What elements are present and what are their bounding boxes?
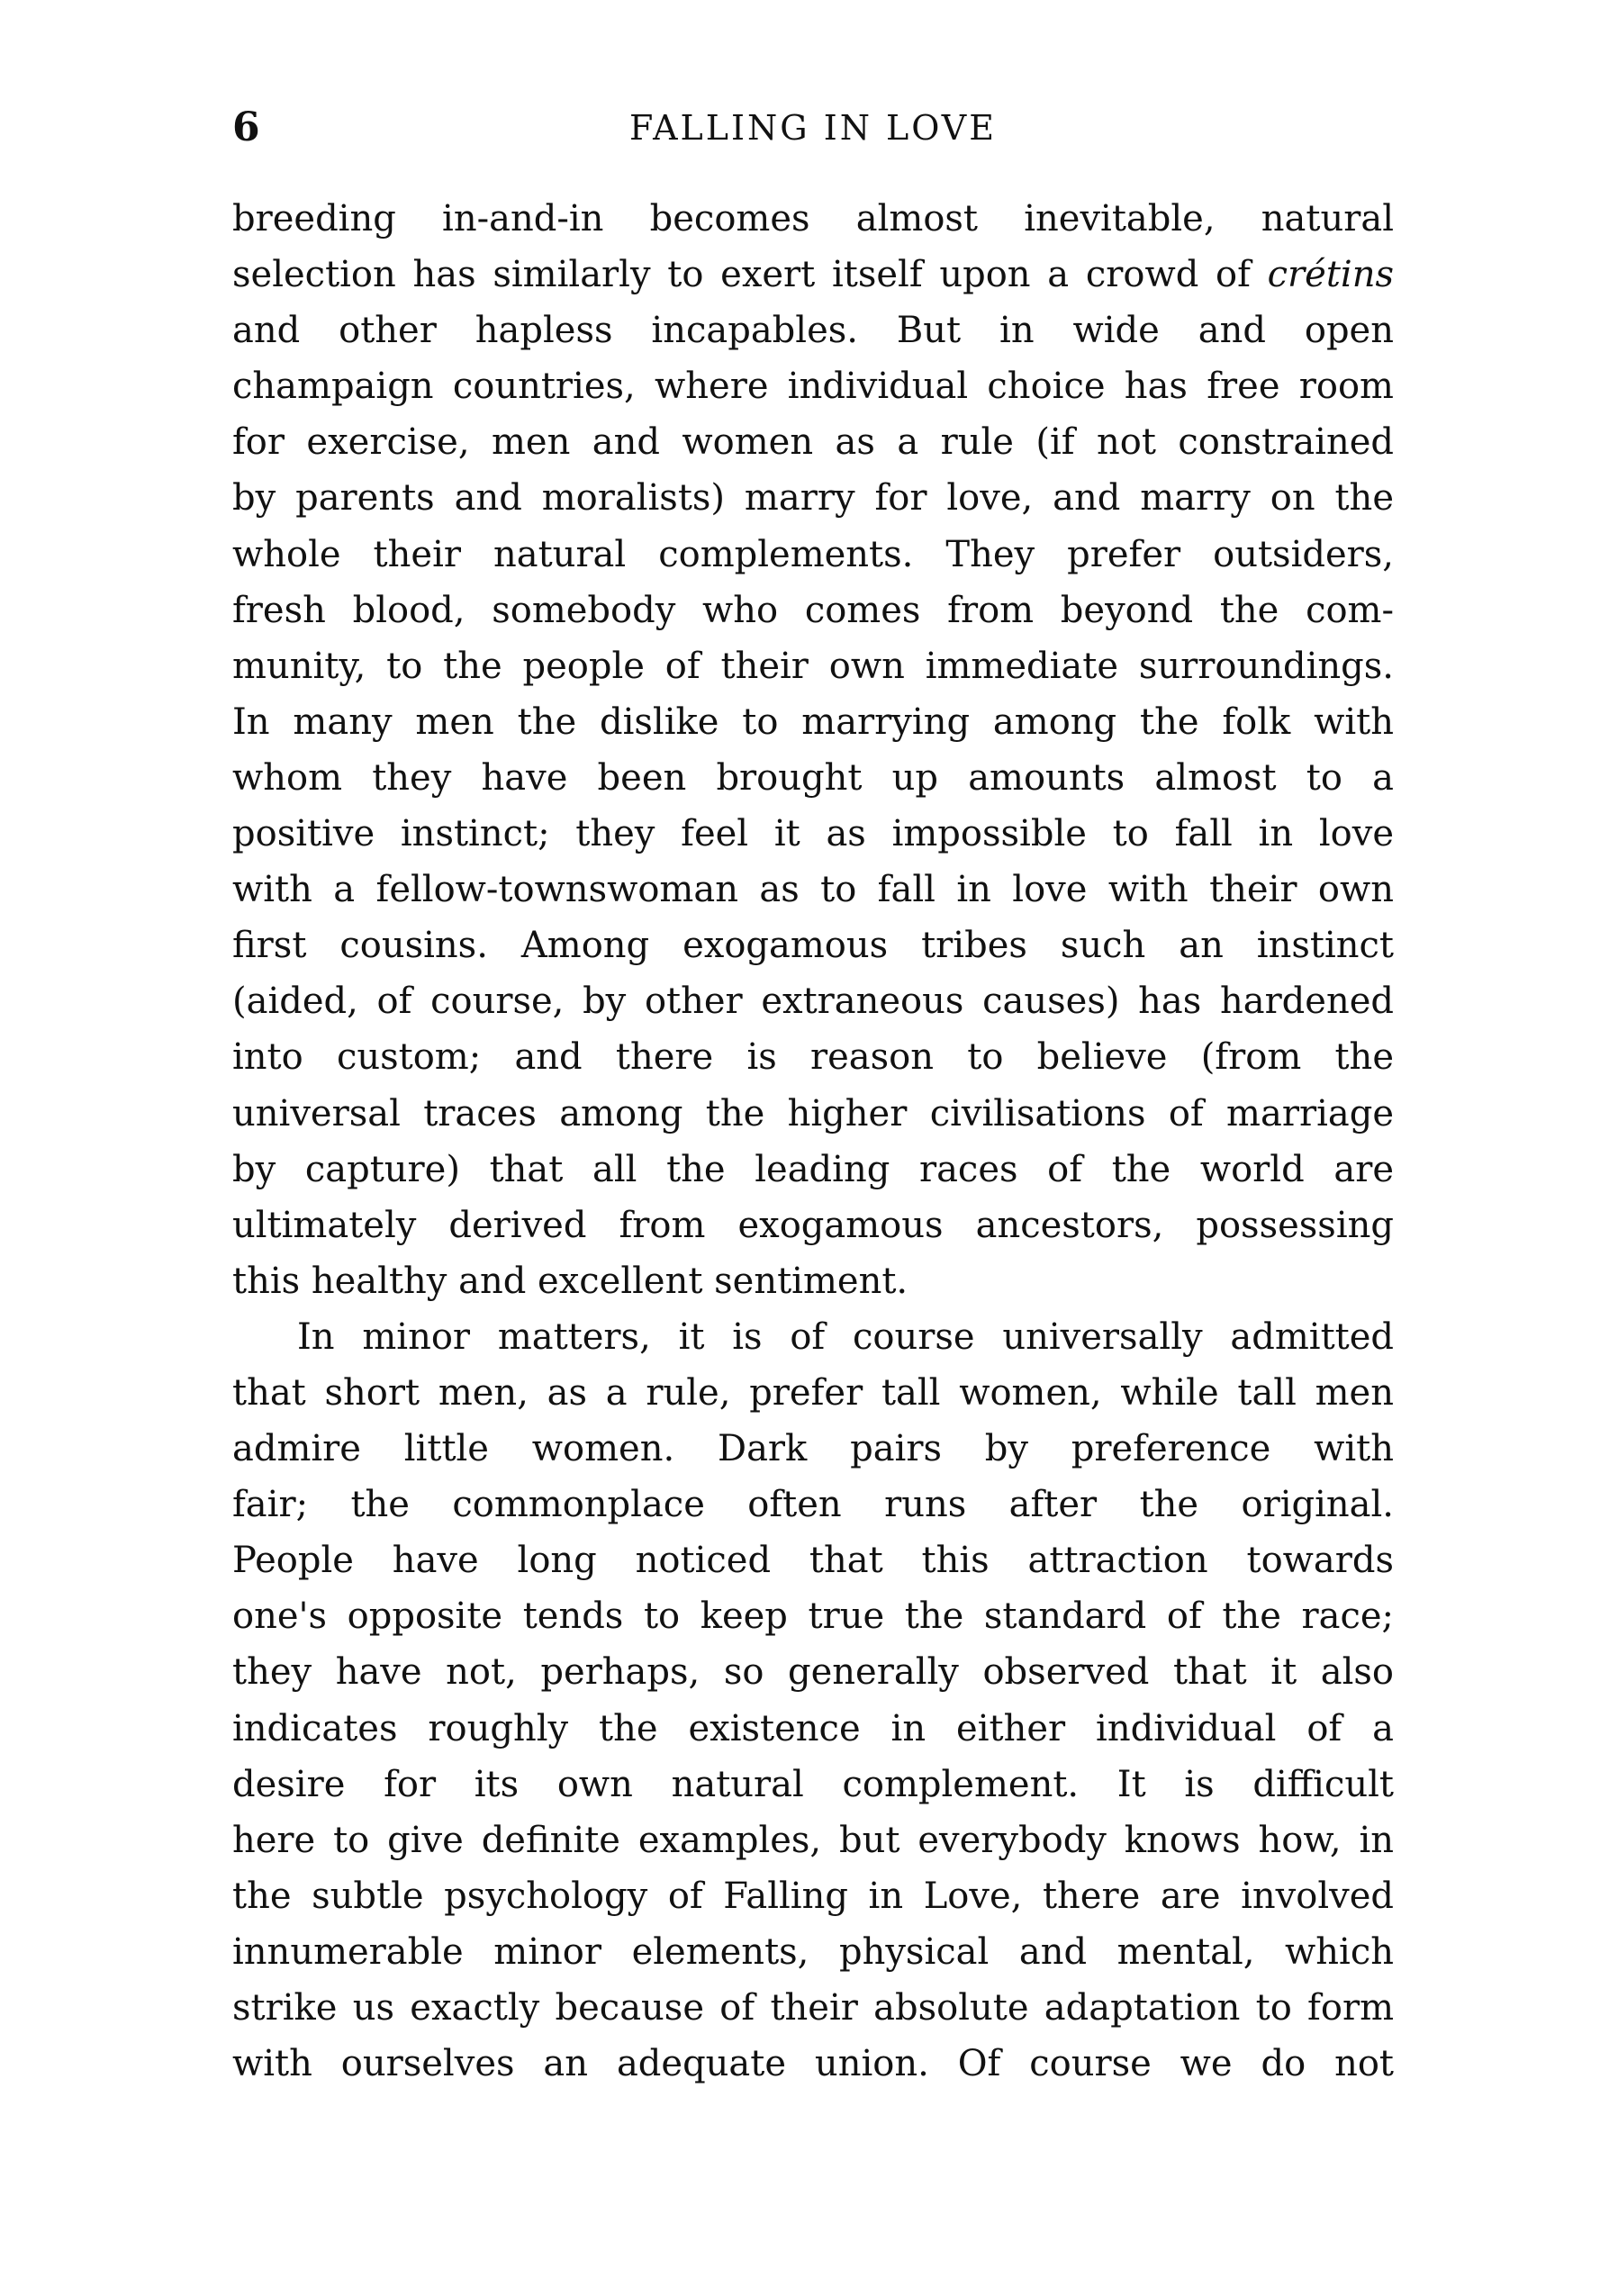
text-line: whole their natural complements. They prefer outsiders, [232,533,1394,575]
text-line: with ourselves an adequate union. Of course we do not [232,2043,1394,2085]
text-line: champaign countries, where individual choice has free room [232,366,1394,408]
text-line: desire for its own natural complement. It is difficult [232,1763,1394,1805]
text-line: and other hapless incapables. But in wide and open [232,310,1394,352]
text-line: innumerable minor elements, physical and mental, which [232,1930,1394,1973]
text-line: admire little women. Dark pairs by preference with [232,1428,1394,1470]
text-line: by parents and moralists) marry for love, and marry on the [232,477,1394,520]
text-line: strike us exactly because of their absolute adaptation to form [232,1987,1394,2029]
text-line: ultimately derived from exogamous ancestors, possessing [232,1204,1394,1246]
text-line: fresh blood, somebody who comes from beyond the com- [232,589,1394,631]
text-line-part: selection has similarly to exert itself upon a crowd of [232,254,1251,296]
text-line: In many men the dislike to marrying among the folk with [232,701,1394,743]
text-line: whom they have been brought up amounts almost to a [232,756,1394,799]
paragraph-start-line: In minor matters, it is of course universally admitted [297,1315,1394,1358]
text-line: fair; the commonplace often runs after the original. [232,1484,1394,1526]
body-text [232,191,1394,2092]
text-line: one's opposite tends to keep true the standard of the race; [232,1595,1394,1638]
text-line: they have not, perhaps, so generally observed that it also [232,1651,1394,1694]
text-line: munity, to the people of their own immediate surroundings. [232,645,1394,687]
text-line: here to give definite examples, but everybody knows how, in [232,1819,1394,1861]
text-line: that short men, as a rule, prefer tall women, while tall men [232,1371,1394,1414]
page-number: 6 [232,104,260,150]
text-line: for exercise, men and women as a rule (if not constrained [232,421,1394,464]
text-line: with a fellow-townswoman as to fall in love with their own [232,869,1394,911]
running-title: FALLING IN LOVE [629,108,997,148]
text-line: universal traces among the higher civilisations of marriage [232,1092,1394,1134]
text-line: People have long noticed that this attraction towards [232,1540,1394,1582]
text-line: by capture) that all the leading races of the world are [232,1148,1394,1190]
text-line: positive instinct; they feel it as impossible to fall in love [232,813,1394,855]
text-line [232,247,1394,303]
text-line: breeding in-and-in becomes almost inevitable, natural [232,198,1394,240]
text-line: first cousins. Among exogamous tribes such an instinct [232,925,1394,967]
text-line: (aided, of course, by other extraneous causes) has hardened [232,981,1394,1023]
italic-word: crétins [1267,254,1395,296]
text-line: into custom; and there is reason to believe (from the [232,1036,1394,1079]
running-head [232,101,1394,155]
paragraph-end-line: this healthy and excellent sentiment. [232,1260,908,1302]
text-line: the subtle psychology of Falling in Love, there are involved [232,1875,1394,1917]
text-line: indicates roughly the existence in either individual of a [232,1707,1394,1749]
